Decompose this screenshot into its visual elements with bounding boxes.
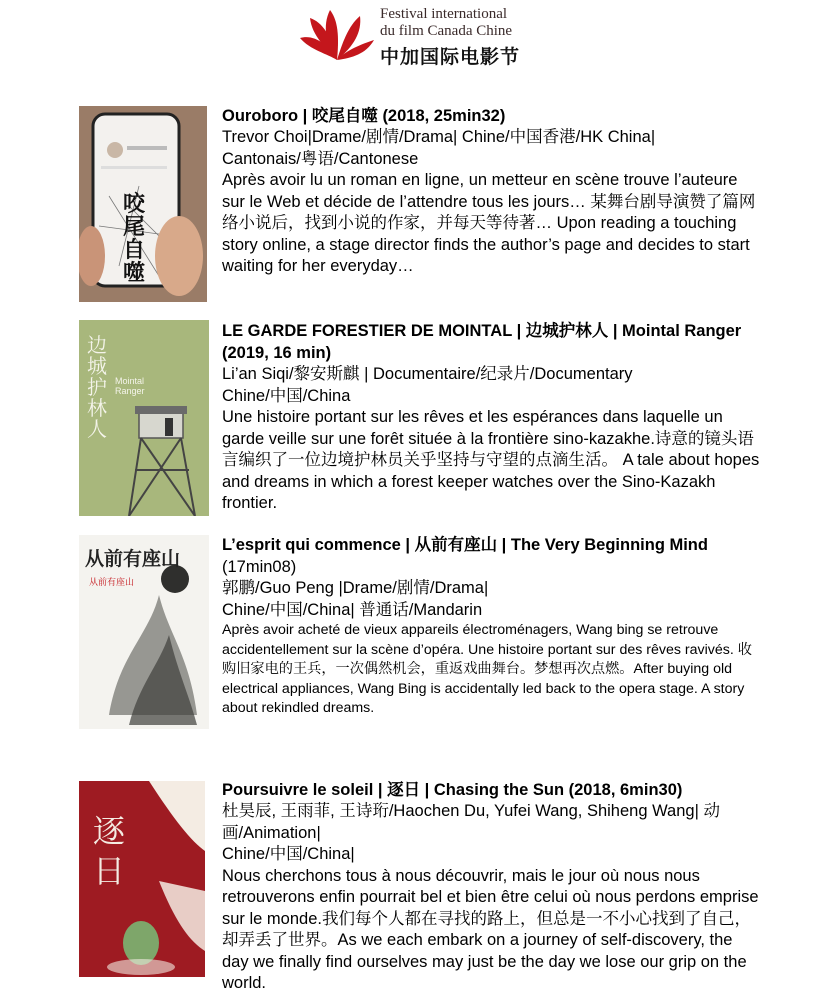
poster-subtitle-text: 从前有座山	[89, 577, 135, 587]
film-synopsis: Une histoire portant sur les rêves et les espérances dans laquelle un garde veille sur une forêt située à la frontière sino-kazakhe.诗意的镜头语言编织了一位边境护林员关乎坚持与守望的点滴生活。 A tale about hopes and dreams in which a forest keeper watches over the Sino-Kazakh frontier.	[222, 408, 760, 512]
film-title: LE GARDE FORESTIER DE MOINTAL | 边城护林人 | Mointal Ranger (2019, 16 min)	[222, 322, 742, 362]
poster-subtitle-text: Mointal Ranger	[115, 376, 145, 396]
film-synopsis: Après avoir lu un roman en ligne, un metteur en scène trouve l’auteure sur le Web et décide de l’attendre tous les jours… 某舞台剧导演赞了篇网络小说后，找到小说的作家，并每天等待著… Upon reading a touching story online, a stage director finds the author’s page and decides to start waiting for her everyday…	[222, 171, 756, 275]
festival-logo	[296, 4, 536, 70]
film-credits: Li’an Siqi/黎安斯麒 | Documentaire/纪录片/Documentary	[222, 365, 633, 383]
film-entry-mointal-ranger	[222, 320, 762, 515]
film-country: Chine/中国/China|	[222, 845, 355, 863]
poster-title-text: 边城护林人	[87, 335, 107, 441]
film-language: Chine/中国/China| 普通话/Mandarin	[222, 600, 483, 619]
film-synopsis: Après avoir acheté de vieux appareils électroménagers, Wang bing se retrouve accidentellement sur la scène d’opéra. Une histoire portant sur des rêves ravivés. 收购旧家电的王兵，一次偶然机会，重返戏曲舞台。梦想再次点燃。After buying old electrical appliances, Wang Bing is accidentally led back to the opera stage. A story about rekindled dreams.	[222, 622, 752, 716]
film-title-wrap	[222, 534, 762, 578]
film-credits: 郭鹏/Guo Peng |Drame/剧情/Drama|	[222, 579, 489, 597]
film-title: L’esprit qui commence | 从前有座山 | The Very Beginning Mind	[222, 536, 708, 554]
film-country: Chine/中国/China	[222, 386, 351, 405]
poster-title-text: 从前有座山	[85, 549, 181, 570]
film-entry-chasing-the-sun	[222, 779, 762, 995]
film-poster-mointal-ranger	[79, 320, 209, 516]
film-duration: (17min08)	[222, 558, 297, 576]
film-title: Poursuivre le soleil | 逐日 | Chasing the Sun (2018, 6min30)	[222, 781, 683, 799]
poster-title-text: 逐日	[93, 813, 126, 889]
film-language: Cantonais/粤语/Cantonese	[222, 149, 419, 168]
logo-chinese-text: 中加国际电影节	[380, 47, 521, 68]
film-credits: Trevor Choi|Drame/剧情/Drama| Chine/中国香港/HK China|	[222, 128, 656, 146]
film-entry-very-beginning-mind	[222, 534, 762, 719]
film-poster-ouroboro	[79, 106, 207, 302]
logo-line-2: du film Canada Chine	[380, 23, 513, 39]
film-poster-chasing-the-sun	[79, 781, 205, 977]
film-synopsis: Nous cherchons tous à nous découvrir, mais le jour où nous nous retrouverons enfin pourrait bel et bien être celui où nous perdons emprise sur le monde.我们每个人都在寻找的路上，但总是一不小心找到了自己，却弄丢了世界。As we each embark on a journey of self-discovery, the day we finally find ourselves may just be the day we lose our grip on the world.	[222, 866, 759, 992]
film-credits: 杜昊辰, 王雨菲, 王诗珩/Haochen Du, Yufei Wang, Shiheng Wang| 动画/Animation|	[222, 802, 720, 842]
film-title: Ouroboro | 咬尾自噬 (2018, 25min32)	[222, 107, 506, 125]
film-entry-ouroboro	[222, 105, 762, 278]
poster-title-text: 咬尾自噬	[123, 191, 146, 285]
logo-french-text	[380, 6, 512, 40]
flower-logo-icon	[296, 4, 378, 68]
logo-line-1: Festival international	[380, 6, 508, 22]
film-poster-very-beginning-mind	[79, 535, 209, 729]
